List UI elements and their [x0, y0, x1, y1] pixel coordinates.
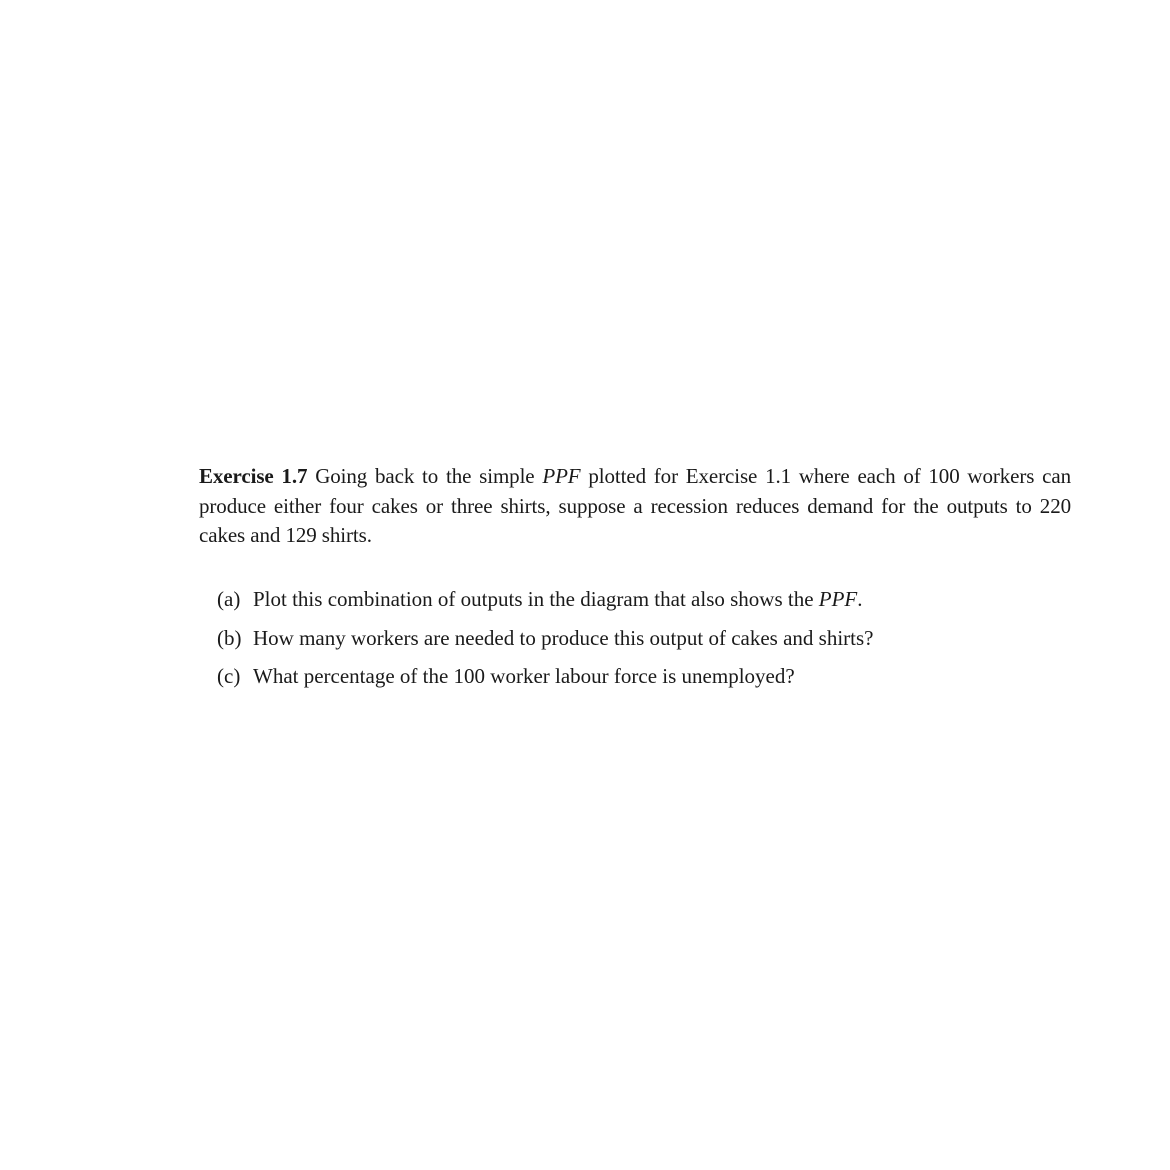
exercise-part-a	[217, 585, 1067, 615]
ppf-term: PPF	[542, 464, 581, 488]
intro-text-start: Going back to the simple	[315, 464, 535, 488]
part-c-text: What percentage of the 100 worker labour force is unemployed?	[253, 664, 795, 688]
part-b-text: How many workers are needed to produce this output of cakes and shirts?	[253, 625, 874, 650]
part-a-text-wrap	[253, 585, 863, 615]
intro-text-end: where each of 100 workers can produce either four cakes or three shirts, suppose a recession reduces demand for the outputs to 220 cakes and 129 shirts.	[199, 464, 1072, 547]
part-a-ppf-term: PPF	[818, 587, 858, 611]
exercise-block	[199, 462, 1072, 688]
intro-text-middle: plotted for Exercise	[588, 464, 758, 488]
exercise-intro-paragraph	[199, 462, 1071, 551]
part-a-suffix: .	[857, 587, 863, 611]
part-b-marker: (b)	[217, 625, 242, 650]
exercise-title: Exercise 1.7	[199, 464, 308, 488]
exercise-part-c	[217, 662, 1067, 692]
part-a-text: Plot this combination of outputs in the diagram that also shows the	[253, 587, 814, 611]
exercise-parts-list	[217, 585, 1067, 701]
part-a-marker: (a)	[217, 587, 241, 611]
exercise-part-b	[217, 624, 1067, 654]
part-c-marker: (c)	[217, 664, 241, 688]
exercise-reference: 1.1	[765, 464, 792, 488]
